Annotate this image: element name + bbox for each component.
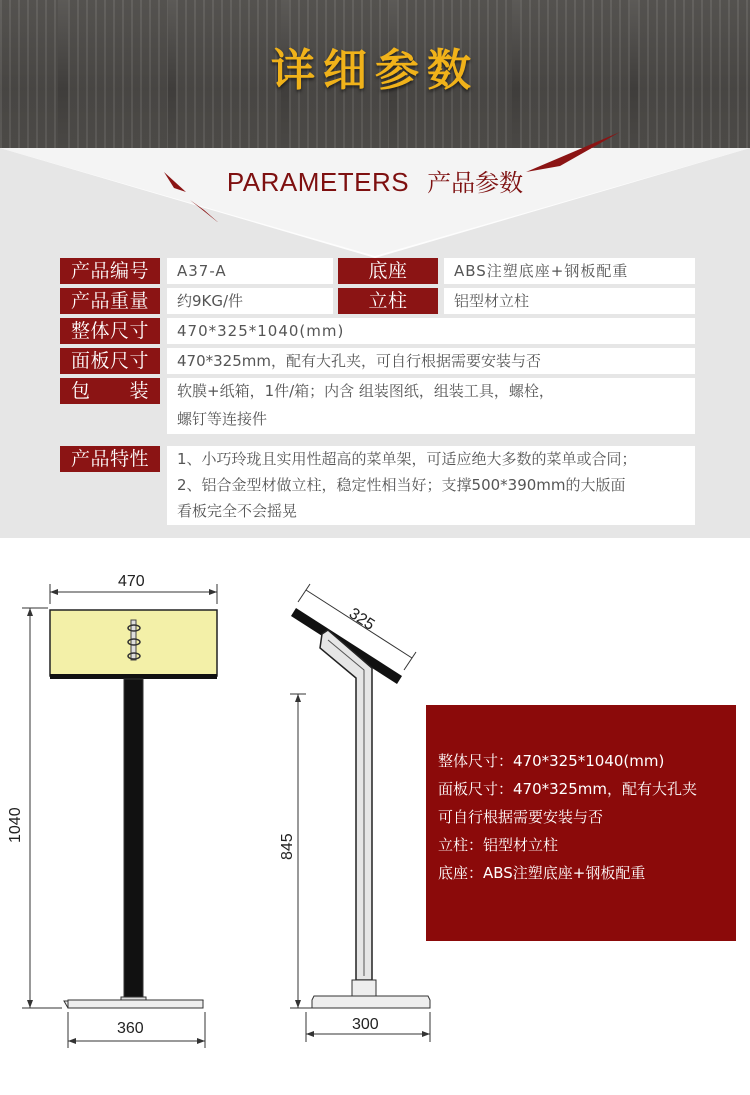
spec-label-base: 底座 xyxy=(338,258,438,284)
spec-row xyxy=(60,348,695,374)
spec-value-feature xyxy=(167,446,695,525)
summary-line: 整体尺寸：470*325*1040(mm) xyxy=(438,752,665,770)
side-height-dim: 845 xyxy=(279,833,296,860)
spec-value-pack-line: 软膜+纸箱，1件/箱；内含 组装图纸，组装工具，螺栓， xyxy=(177,382,554,400)
summary-line: 底座：ABS注塑底座+钢板配重 xyxy=(438,864,646,882)
section-heading xyxy=(0,163,750,198)
spec-label-pack: 包 装 xyxy=(60,378,160,404)
front-pole xyxy=(124,679,143,997)
spec-row xyxy=(60,378,695,434)
summary-line: 面板尺寸：470*325mm，配有大孔夹 xyxy=(438,780,697,798)
parameters-section xyxy=(0,148,750,538)
feature-line: 2、铝合金型材做立柱，稳定性相当好；支撑500*390mm的大版面 xyxy=(177,476,626,494)
section-title-en: PARAMETERS xyxy=(226,167,410,197)
spec-value-pole: 铝型材立柱 xyxy=(444,288,695,314)
spec-value-size: 470*325*1040(mm) xyxy=(167,318,695,344)
spec-summary-box xyxy=(426,705,736,941)
summary-line: 可自行根据需要安装与否 xyxy=(438,808,604,826)
summary-line: 立柱：铝型材立柱 xyxy=(438,836,559,854)
spec-value-panel: 470*325mm，配有大孔夹，可自行根据需要安装与否 xyxy=(167,348,695,374)
side-base-dim: 300 xyxy=(352,1016,379,1033)
spec-value-code: A37-A xyxy=(167,258,333,284)
front-height-dim: 1040 xyxy=(7,807,24,843)
clip-icon xyxy=(128,620,140,660)
spec-row xyxy=(60,288,695,314)
spec-label-weight: 产品重量 xyxy=(60,288,160,314)
spec-value-base: ABS注塑底座+钢板配重 xyxy=(444,258,695,284)
banner xyxy=(0,0,750,148)
spec-value-pack xyxy=(167,378,695,434)
spec-row xyxy=(60,446,695,525)
spec-row xyxy=(60,318,695,344)
banner-title: 详细参数 xyxy=(271,45,479,96)
spec-label-code: 产品编号 xyxy=(60,258,160,284)
feature-line: 1、小巧玲珑且实用性超高的菜单架，可适应绝大多数的菜单或合同； xyxy=(177,450,637,468)
spec-value-pack-line: 螺钉等连接件 xyxy=(177,410,268,428)
feature-line: 看板完全不会摇晃 xyxy=(177,502,298,520)
spec-row xyxy=(60,258,695,284)
spec-label-panel: 面板尺寸 xyxy=(60,348,160,374)
spec-label-pole: 立柱 xyxy=(338,288,438,314)
front-width-dim: 470 xyxy=(118,573,145,590)
side-top-dim: 325 xyxy=(345,605,378,634)
spec-label-feature: 产品特性 xyxy=(60,446,160,472)
front-base xyxy=(68,1000,203,1008)
front-base-dim: 360 xyxy=(117,1020,144,1037)
side-base xyxy=(312,996,430,1008)
spec-value-weight: 约9KG/件 xyxy=(167,288,333,314)
section-title-cn: 产品参数 xyxy=(427,169,524,197)
spec-label-size: 整体尺寸 xyxy=(60,318,160,344)
